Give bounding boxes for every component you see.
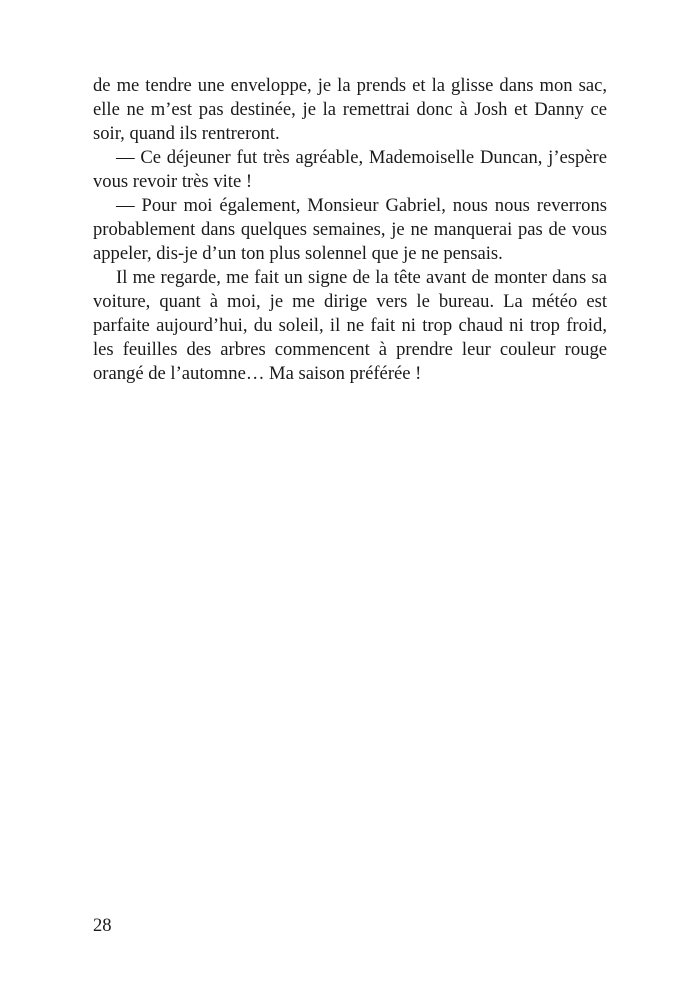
paragraph-continuation: de me tendre une enveloppe, je la prends et la glisse dans mon sac, elle ne m’est pas destinée, je la remettrai donc à Josh et Danny ce soir, quand ils rentreront.	[93, 75, 607, 144]
paragraph-narration: Il me regarde, me fait un signe de la tête avant de monter dans sa voiture, quant à moi, je me dirige vers le bureau. La météo est parfaite aujourd’hui, du soleil, il ne fait ni trop chaud ni trop froid, les feuilles des arbres commencent à prendre leur couleur rouge orangé de l’automne… Ma saison préférée !	[93, 267, 607, 384]
paragraph-dialogue-duncan: — Ce déjeuner fut très agréable, Mademoiselle Duncan, j’espère vous revoir très vite !	[93, 147, 607, 192]
paragraph-dialogue-gabriel: — Pour moi également, Monsieur Gabriel, nous nous reverrons probablement dans quelques semaines, je ne manquerai pas de vous appeler, dis-je d’un ton plus solennel que je ne pensais.	[93, 195, 607, 264]
page-number: 28	[93, 915, 112, 936]
page-body	[93, 74, 607, 386]
